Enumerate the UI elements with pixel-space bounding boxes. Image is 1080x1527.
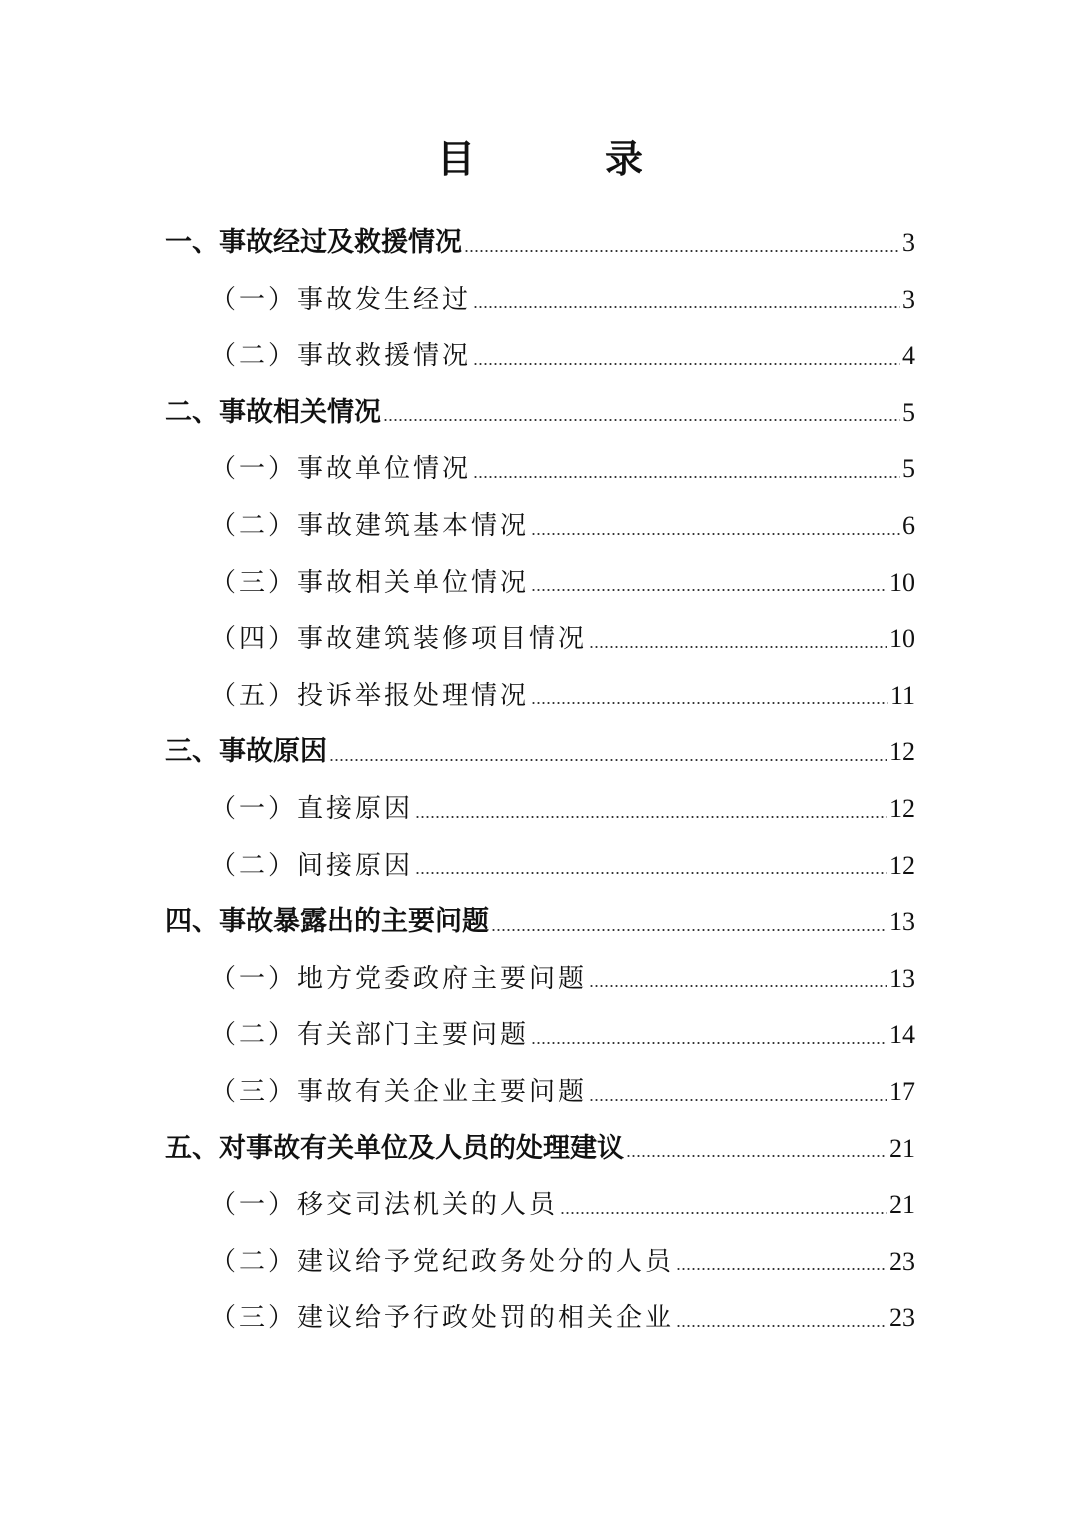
- toc-page-number: 13: [889, 907, 915, 937]
- toc-entry-label: 二、事故相关情况: [165, 396, 381, 428]
- toc-subsection-entry[interactable]: [165, 951, 915, 1008]
- toc-dot-leader: [531, 699, 888, 707]
- toc-section-entry[interactable]: [165, 215, 915, 272]
- toc-subsection-entry[interactable]: [165, 498, 915, 555]
- toc-subsection-entry[interactable]: [165, 781, 915, 838]
- toc-dot-leader: [531, 1039, 887, 1047]
- toc-dot-leader: [531, 586, 887, 594]
- toc-page-number: 14: [889, 1020, 915, 1050]
- toc-entry-label: （三）事故相关单位情况: [210, 567, 530, 598]
- toc-entry-label: （四）事故建筑装修项目情况: [210, 624, 588, 655]
- toc-subsection-entry[interactable]: [165, 838, 915, 895]
- toc-entry-label: （二）事故救援情况: [210, 341, 472, 372]
- toc-entry-label: （二）建议给予党纪政务处分的人员: [210, 1246, 675, 1277]
- toc-page-number: 10: [889, 624, 915, 654]
- toc-dot-leader: [589, 1096, 887, 1104]
- toc-subsection-entry[interactable]: [165, 1234, 915, 1291]
- toc-section-entry[interactable]: [165, 724, 915, 781]
- toc-page-number: 5: [902, 397, 915, 427]
- toc-section-entry[interactable]: [165, 385, 915, 442]
- toc-entry-label: 五、对事故有关单位及人员的处理建议: [165, 1132, 624, 1164]
- toc-section-entry[interactable]: [165, 894, 915, 951]
- toc-dot-leader: [560, 1209, 887, 1217]
- toc-dot-leader: [473, 473, 900, 481]
- toc-section-entry[interactable]: [165, 1121, 915, 1178]
- toc-entry-label: （三）建议给予行政处罚的相关企业: [210, 1303, 675, 1334]
- toc-entry-label: 三、事故原因: [165, 736, 327, 768]
- toc-subsection-entry[interactable]: [165, 668, 915, 725]
- toc-dot-leader: [383, 416, 900, 424]
- toc-subsection-entry[interactable]: [165, 1177, 915, 1234]
- toc-dot-leader: [329, 756, 887, 764]
- toc-entry-label: （一）地方党委政府主要问题: [210, 963, 588, 994]
- toc-page-number: 12: [889, 737, 915, 767]
- toc-page-number: 21: [889, 1133, 915, 1163]
- toc-page-number: 4: [902, 341, 915, 371]
- toc-page-number: 21: [889, 1190, 915, 1220]
- toc-entry-label: （一）移交司法机关的人员: [210, 1190, 559, 1221]
- toc-dot-leader: [676, 1322, 887, 1330]
- toc-entry-label: （一）直接原因: [210, 793, 414, 824]
- toc-page-number: 11: [889, 680, 915, 710]
- toc-subsection-entry[interactable]: [165, 328, 915, 385]
- toc-entry-label: （三）事故有关企业主要问题: [210, 1076, 588, 1107]
- toc-page-number: 10: [889, 567, 915, 597]
- toc-dot-leader: [491, 926, 887, 934]
- toc-subsection-entry[interactable]: [165, 1290, 915, 1347]
- toc-entry-label: （一）事故发生经过: [210, 284, 472, 315]
- toc-dot-leader: [464, 247, 900, 255]
- toc-page-number: 17: [889, 1076, 915, 1106]
- toc-page-number: 6: [902, 510, 915, 540]
- toc-entry-label: （二）事故建筑基本情况: [210, 510, 530, 541]
- toc-page-number: 13: [889, 963, 915, 993]
- toc-entry-label: 一、事故经过及救援情况: [165, 227, 462, 258]
- toc-dot-leader: [626, 1152, 887, 1160]
- toc-dot-leader: [473, 360, 900, 368]
- toc-subsection-entry[interactable]: [165, 441, 915, 498]
- toc-entry-label: （五）投诉举报处理情况: [210, 680, 530, 711]
- toc-page-number: 12: [889, 793, 915, 823]
- page-title: 目 录: [436, 137, 689, 181]
- toc-entry-label: 四、事故暴露出的主要问题: [165, 906, 489, 938]
- toc-dot-leader: [415, 869, 887, 877]
- toc-subsection-entry[interactable]: [165, 555, 915, 612]
- toc-page-number: 3: [902, 228, 915, 257]
- toc-page-number: 23: [889, 1303, 915, 1333]
- table-of-contents: [165, 215, 915, 1347]
- toc-entry-label: （二）有关部门主要问题: [210, 1020, 530, 1051]
- toc-entry-label: （一）事故单位情况: [210, 454, 472, 485]
- toc-page-number: 23: [889, 1246, 915, 1276]
- toc-page-number: 12: [889, 850, 915, 880]
- toc-dot-leader: [589, 643, 887, 651]
- toc-dot-leader: [473, 303, 900, 311]
- toc-subsection-entry[interactable]: [165, 1064, 915, 1121]
- toc-dot-leader: [589, 982, 887, 990]
- toc-entry-label: （二）间接原因: [210, 850, 414, 881]
- toc-page-number: 5: [902, 454, 915, 484]
- toc-dot-leader: [676, 1265, 887, 1273]
- toc-page-number: 3: [902, 284, 915, 314]
- toc-subsection-entry[interactable]: [165, 1007, 915, 1064]
- toc-dot-leader: [415, 813, 887, 821]
- toc-subsection-entry[interactable]: [165, 272, 915, 329]
- toc-subsection-entry[interactable]: [165, 611, 915, 668]
- toc-dot-leader: [531, 530, 900, 538]
